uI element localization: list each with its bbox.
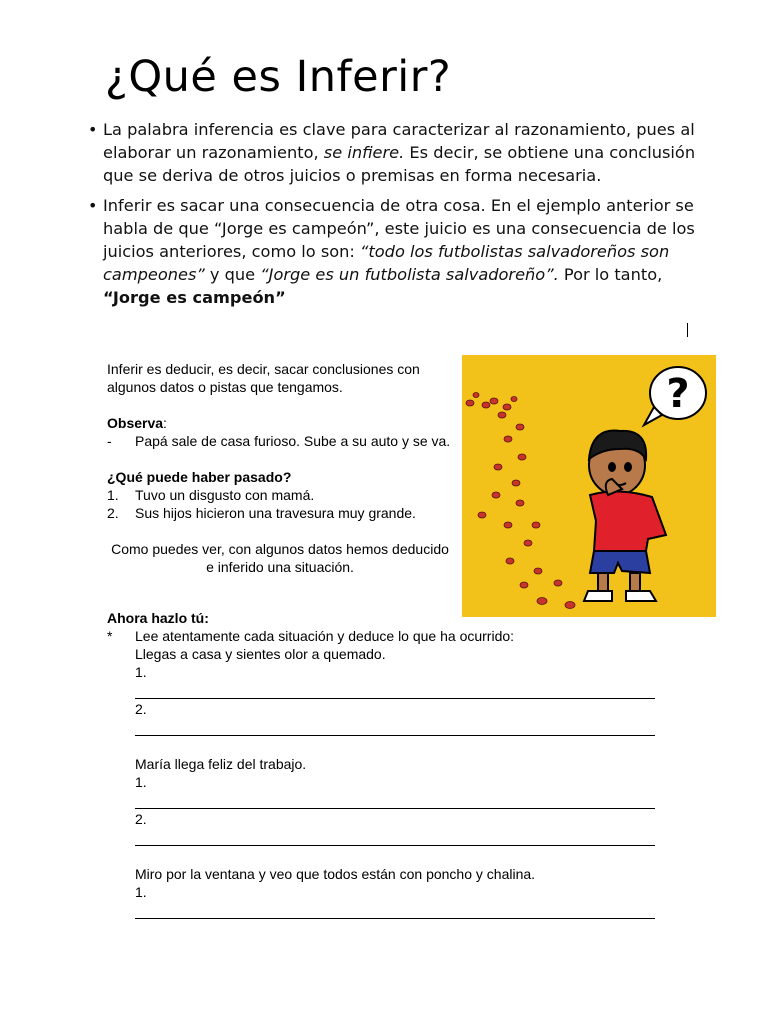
situation-text: María llega feliz del trabajo. (135, 756, 307, 772)
bullet-inference-definition (88, 118, 698, 187)
observe-colon: : (163, 415, 167, 431)
observe-dash: - (107, 433, 112, 449)
question-mark-icon: ? (666, 371, 690, 417)
observe-item (107, 432, 457, 450)
exercise-label: Ahora hazlo tú: (107, 610, 209, 626)
bullet2-italic-premise-1: “todo los futbolistas salvadoreños son campeones” (103, 242, 670, 284)
answer-text: Tuvo un disgusto con mamá. (135, 487, 315, 503)
bullet2-conclusion: “Jorge es campeón” (103, 288, 286, 307)
exercise-instruction-row (107, 627, 667, 645)
answer-number: 1. (135, 664, 147, 680)
answer-text: Sus hijos hicieron una travesura muy grande. (135, 505, 416, 521)
answer-line[interactable] (135, 901, 655, 919)
answer-line[interactable] (135, 828, 655, 846)
bullet1-text: La palabra inferencia es clave para caracterizar al razonamiento, pues al elaborar un razonamiento, (103, 120, 695, 162)
bullet1-text-end: Es decir, se obtiene una conclusión que se deriva de otros juicios o premisas en forma necesaria. (103, 143, 696, 185)
answer-line[interactable] (135, 718, 655, 736)
example-section (107, 360, 457, 576)
text-cursor (687, 323, 688, 337)
bullet1-italic: se infiere. (323, 143, 405, 162)
situation-text: Miro por la ventana y veo que todos están con poncho y chalina. (135, 866, 536, 882)
answer-item (107, 504, 457, 522)
page-title: ¿Qué es Inferir? (105, 52, 452, 102)
bullet2-connector: y que (204, 265, 261, 284)
bullet2-therefore: Por lo tanto, (558, 265, 663, 284)
question-heading (107, 468, 457, 486)
observe-text: Papá sale de casa furioso. Sube a su auto y se va. (135, 433, 451, 449)
question-text: ¿Qué puede haber pasado? (107, 469, 292, 485)
situation-text: Llegas a casa y sientes olor a quemado. (135, 646, 386, 662)
exercise-asterisk: * (107, 628, 113, 644)
intro-text: Inferir es deducir, es decir, sacar conclusiones con algunos datos o pistas que tengamos. (107, 361, 420, 395)
exercise-section (107, 609, 667, 920)
thinking-boy-illustration (462, 355, 716, 617)
answer-number: 1. (135, 774, 147, 790)
conclusion-text: Como puedes ver, con algunos datos hemos deducido e inferido una situación. (111, 541, 449, 575)
observe-heading (107, 414, 457, 432)
bullet-infer-example (88, 194, 698, 309)
observe-label: Observa (107, 415, 164, 431)
answer-number: 2. (135, 811, 147, 827)
answer-line[interactable] (135, 791, 655, 809)
answer-number: 1. (135, 884, 147, 900)
answer-number: 2. (135, 701, 147, 717)
answer-number: 1. (107, 487, 119, 503)
answer-line[interactable] (135, 681, 655, 699)
answer-number: 2. (107, 505, 119, 521)
bullet2-text: Inferir es sacar una consecuencia de otra cosa. En el ejemplo anterior se habla de que “Jorge es campeón”, este juicio es una consecuencia de los juicios anteriores, como lo son: (103, 196, 695, 261)
answer-item (107, 486, 457, 504)
definition-bullets (88, 118, 698, 316)
bullet2-italic-premise-2: “Jorge es un futbolista salvadoreño”. (260, 265, 559, 284)
exercise-instruction: Lee atentamente cada situación y deduce lo que ha ocurrido: (135, 628, 515, 644)
